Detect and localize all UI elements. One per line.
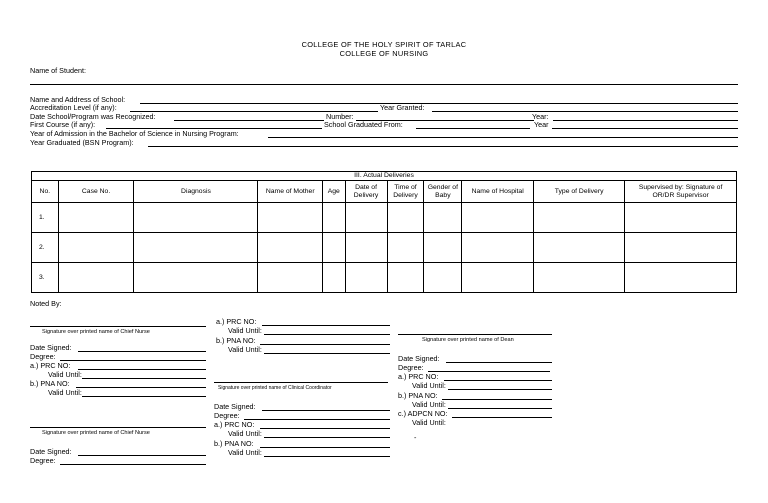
college-department: COLLEGE OF NURSING bbox=[339, 49, 429, 58]
cell[interactable] bbox=[134, 263, 258, 293]
school-name-address-label: Name and Address of School: bbox=[30, 95, 126, 104]
cell[interactable] bbox=[424, 203, 462, 233]
table-row bbox=[32, 263, 737, 293]
prc-field[interactable] bbox=[262, 325, 390, 326]
valid-until-field[interactable] bbox=[82, 378, 206, 379]
col-age: Age bbox=[323, 181, 346, 203]
year-granted-label: Year Granted: bbox=[380, 103, 425, 112]
dash-mark: - bbox=[414, 433, 417, 442]
date-signed-label: Date Signed: bbox=[214, 402, 256, 411]
pna-label: b.) PNA NO: bbox=[30, 379, 70, 388]
prc-label: a.) PRC NO: bbox=[30, 361, 71, 370]
date-signed-label: Date Signed: bbox=[30, 343, 72, 352]
degree-label: Degree: bbox=[30, 456, 56, 465]
pna-label: b.) PNA NO: bbox=[214, 439, 254, 448]
cell[interactable] bbox=[387, 233, 424, 263]
pna-label: b.) PNA NO: bbox=[398, 391, 438, 400]
row-number: 2. bbox=[32, 233, 59, 263]
degree-field[interactable] bbox=[428, 371, 550, 372]
cell[interactable] bbox=[345, 203, 387, 233]
prc-field[interactable] bbox=[78, 369, 206, 370]
year-graduated-field[interactable] bbox=[148, 146, 738, 147]
date-signed-field[interactable] bbox=[262, 410, 390, 411]
cell[interactable] bbox=[387, 263, 424, 293]
college-name: COLLEGE OF THE HOLY SPIRIT OF TARLAC bbox=[301, 40, 467, 49]
cell[interactable] bbox=[134, 233, 258, 263]
adpcn-field[interactable] bbox=[452, 417, 552, 418]
student-name-line[interactable] bbox=[30, 84, 738, 85]
degree-field[interactable] bbox=[244, 419, 390, 420]
number-label: Number: bbox=[326, 112, 354, 121]
cell[interactable] bbox=[625, 203, 737, 233]
school-name-address-field[interactable] bbox=[140, 103, 738, 104]
cell[interactable] bbox=[387, 203, 424, 233]
chief-nurse-signature-line[interactable] bbox=[30, 326, 206, 327]
valid-until-field[interactable] bbox=[448, 389, 552, 390]
noted-by-label: Noted By: bbox=[30, 299, 62, 308]
valid-until-field[interactable] bbox=[264, 456, 390, 457]
valid-until-label: Valid Until: bbox=[228, 429, 262, 438]
cell[interactable] bbox=[462, 203, 534, 233]
cell[interactable] bbox=[625, 263, 737, 293]
actual-deliveries-table bbox=[31, 171, 737, 293]
valid-until-field[interactable] bbox=[264, 334, 390, 335]
valid-until-label: Valid Until: bbox=[228, 448, 262, 457]
col-name-of-hospital: Name of Hospital bbox=[462, 181, 534, 203]
valid-until-label: Valid Until: bbox=[48, 370, 82, 379]
date-signed-field[interactable] bbox=[446, 362, 552, 363]
first-course-label: First Course (if any): bbox=[30, 120, 96, 129]
col-no: No. bbox=[32, 181, 59, 203]
date-signed-label: Date Signed: bbox=[398, 354, 440, 363]
valid-until-field[interactable] bbox=[264, 353, 390, 354]
col-diagnosis: Diagnosis bbox=[134, 181, 258, 203]
chief-nurse-caption: Signature over printed name of Chief Nurse bbox=[42, 329, 150, 335]
admission-year-field[interactable] bbox=[268, 137, 738, 138]
prc-label: a.) PRC NO: bbox=[214, 420, 255, 429]
date-recognized-label: Date School/Program was Recognized: bbox=[30, 112, 156, 121]
valid-until-field[interactable] bbox=[82, 396, 206, 397]
cell[interactable] bbox=[134, 203, 258, 233]
cell[interactable] bbox=[424, 263, 462, 293]
cell[interactable] bbox=[58, 263, 134, 293]
cell[interactable] bbox=[345, 263, 387, 293]
accreditation-label: Accreditation Level (if any): bbox=[30, 103, 117, 112]
cell[interactable] bbox=[258, 233, 323, 263]
dean-caption: Signature over printed name of Dean bbox=[422, 337, 514, 343]
school-graduated-field[interactable] bbox=[416, 128, 530, 129]
pna-field[interactable] bbox=[76, 387, 206, 388]
degree-field[interactable] bbox=[60, 360, 206, 361]
cell[interactable] bbox=[323, 203, 346, 233]
cell[interactable] bbox=[534, 203, 625, 233]
cell[interactable] bbox=[58, 203, 134, 233]
year-field[interactable] bbox=[553, 120, 738, 121]
valid-until-label: Valid Until: bbox=[412, 400, 446, 409]
clinical-coordinator-caption: Signature over printed name of Clinical Coordinator bbox=[218, 385, 332, 391]
col-type-of-delivery: Type of Delivery bbox=[534, 181, 625, 203]
dean-signature-line[interactable] bbox=[398, 334, 552, 335]
valid-until-label: Valid Until: bbox=[228, 345, 262, 354]
prc-field[interactable] bbox=[260, 428, 390, 429]
student-name-label: Name of Student: bbox=[30, 66, 86, 75]
date-signed-field[interactable] bbox=[78, 455, 206, 456]
col-date-of-delivery: Date of Delivery bbox=[345, 181, 387, 203]
table-row bbox=[32, 233, 737, 263]
cell[interactable] bbox=[462, 263, 534, 293]
table-row bbox=[32, 203, 737, 233]
date-recognized-field[interactable] bbox=[174, 120, 324, 121]
valid-until-field[interactable] bbox=[448, 408, 552, 409]
cell[interactable] bbox=[424, 233, 462, 263]
pna-field[interactable] bbox=[260, 344, 390, 345]
row-number: 3. bbox=[32, 263, 59, 293]
pna-field[interactable] bbox=[442, 399, 552, 400]
cell[interactable] bbox=[625, 233, 737, 263]
school-graduated-label: School Graduated From: bbox=[324, 120, 403, 129]
col-gender-of-baby: Gender of Baby bbox=[424, 181, 462, 203]
cell[interactable] bbox=[534, 263, 625, 293]
degree-label: Degree: bbox=[30, 352, 56, 361]
cell[interactable] bbox=[58, 233, 134, 263]
cell[interactable] bbox=[323, 233, 346, 263]
valid-until-field[interactable] bbox=[264, 437, 390, 438]
year-field-2[interactable] bbox=[552, 128, 738, 129]
col-supervised-by: Supervised by: Signature of OR/DR Supervisor bbox=[625, 181, 737, 203]
clinical-coordinator-signature-line[interactable] bbox=[214, 382, 388, 383]
admission-year-label: Year of Admission in the Bachelor of Science in Nursing Program: bbox=[30, 129, 239, 138]
year-graduated-label: Year Graduated (BSN Program): bbox=[30, 138, 134, 147]
date-signed-label: Date Signed: bbox=[30, 447, 72, 456]
prc-label: a.) PRC NO: bbox=[398, 372, 439, 381]
cell[interactable] bbox=[345, 233, 387, 263]
cell[interactable] bbox=[534, 233, 625, 263]
valid-until-label: Valid Until: bbox=[412, 418, 446, 427]
cell[interactable] bbox=[258, 203, 323, 233]
cell[interactable] bbox=[323, 263, 346, 293]
pna-label: b.) PNA NO: bbox=[216, 336, 256, 345]
chief-nurse-signature-line-2[interactable] bbox=[30, 427, 206, 428]
cell[interactable] bbox=[258, 263, 323, 293]
col-case-no: Case No. bbox=[58, 181, 134, 203]
valid-until-label: Valid Until: bbox=[228, 326, 262, 335]
year-label-2: Year bbox=[534, 120, 549, 129]
chief-nurse-caption-2: Signature over printed name of Chief Nurse bbox=[42, 430, 150, 436]
col-time-of-delivery: Time of Delivery bbox=[387, 181, 424, 203]
cell[interactable] bbox=[462, 233, 534, 263]
date-signed-field[interactable] bbox=[78, 351, 206, 352]
degree-label: Degree: bbox=[398, 363, 424, 372]
prc-field[interactable] bbox=[444, 380, 552, 381]
pna-field[interactable] bbox=[260, 447, 390, 448]
row-number: 1. bbox=[32, 203, 59, 233]
table-title: III. Actual Deliveries bbox=[32, 172, 737, 181]
year-granted-field[interactable] bbox=[432, 111, 738, 112]
prc-label: a.) PRC NO: bbox=[216, 317, 257, 326]
year-label: Year: bbox=[532, 112, 549, 121]
valid-until-label: Valid Until: bbox=[412, 381, 446, 390]
valid-until-label: Valid Until: bbox=[48, 388, 82, 397]
col-name-of-mother: Name of Mother bbox=[258, 181, 323, 203]
degree-field[interactable] bbox=[60, 464, 206, 465]
degree-label: Degree: bbox=[214, 411, 240, 420]
adpcn-label: c.) ADPCN NO: bbox=[398, 409, 448, 418]
